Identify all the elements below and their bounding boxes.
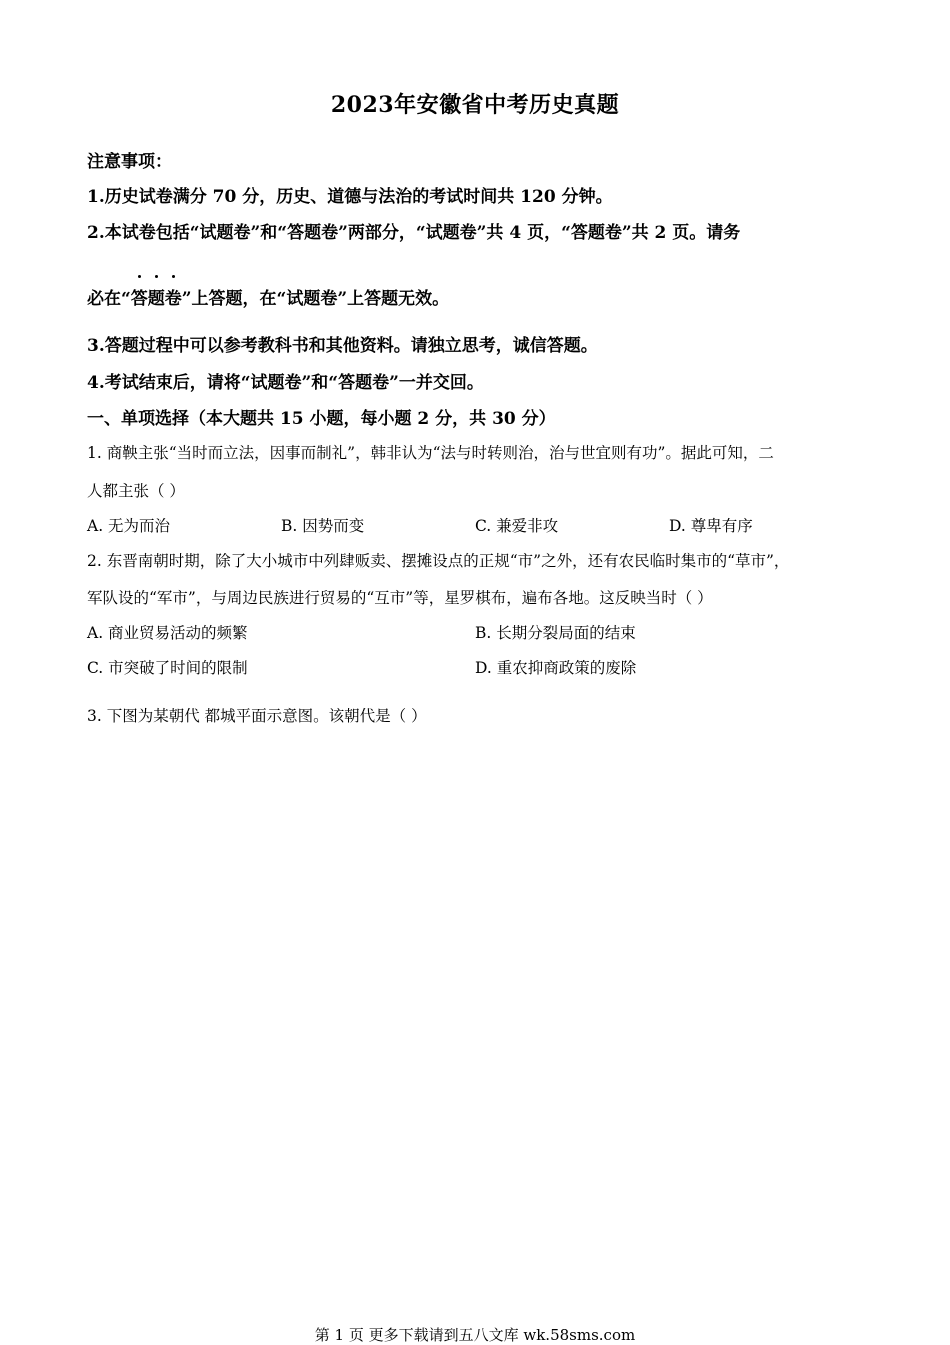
- notice-heading: 注意事项：: [87, 152, 172, 172]
- question-1-line-1: 1. 商鞅主张“当时而立法，因事而制礼”，韩非认为“法与时转则治，治与世宜则有功”。据此可知，二: [87, 444, 774, 462]
- question-2-line-2: 军队设的“军市”，与周边民族进行贸易的“互市”等，星罗棋布，遍布各地。这反映当时（ ）: [87, 589, 713, 607]
- question-1-line-2: 人都主张（ ）: [87, 482, 185, 500]
- question-1-option-d: D. 尊卑有序: [669, 517, 753, 535]
- notice-item-2-text-post: ”上答题，在“试题卷”上答题无效。: [181, 289, 450, 309]
- notice-item-2-line-2: [87, 284, 449, 309]
- page-footer: 第 1 页 更多下载请到五八文库 wk.58sms.com: [314, 1326, 636, 1344]
- question-2-option-b: B. 长期分裂局面的结束: [475, 624, 636, 642]
- emphasis-char-1: 答: [131, 284, 148, 309]
- notice-item-4: 4.考试结束后，请将“试题卷”和“答题卷”一并交回。: [87, 373, 484, 393]
- question-1-option-c: C. 兼爱非攻: [475, 517, 559, 535]
- notice-item-3: 3.答题过程中可以参考教科书和其他资料。请独立思考，诚信答题。: [87, 336, 598, 356]
- question-2-line-1: 2. 东晋南朝时期，除了大小城市中列肆贩卖、摆摊设点的正规“市”之外，还有农民临时集市的“草市”，: [87, 552, 790, 570]
- emphasis-char-2: 题: [148, 284, 165, 309]
- page-title: 2023年安徽省中考历史真题: [330, 92, 620, 118]
- question-2-option-a: A. 商业贸易活动的频繁: [87, 624, 248, 642]
- question-1-option-a: A. 无为而治: [87, 517, 171, 535]
- question-3-line-1: 3. 下图为某朝代 都城平面示意图。该朝代是（ ）: [87, 707, 427, 725]
- emphasis-char-3: 卷: [165, 284, 182, 309]
- notice-item-1: 1.历史试卷满分 70 分，历史、道德与法治的考试时间共 120 分钟。: [87, 187, 613, 207]
- notice-item-2-line-1: 2.本试卷包括“试题卷”和“答题卷”两部分，“试题卷”共 4 页，“答题卷”共 2 页。请务: [87, 223, 741, 243]
- notice-item-2-text-pre: 必在“: [87, 289, 131, 309]
- question-2-option-c: C. 市突破了时间的限制: [87, 659, 248, 677]
- question-2-option-d: D. 重农抑商政策的废除: [475, 659, 637, 677]
- section-heading-single-choice: 一、单项选择（本大题共 15 小题，每小题 2 分，共 30 分）: [87, 409, 556, 429]
- question-1-option-b: B. 因势而变: [281, 517, 365, 535]
